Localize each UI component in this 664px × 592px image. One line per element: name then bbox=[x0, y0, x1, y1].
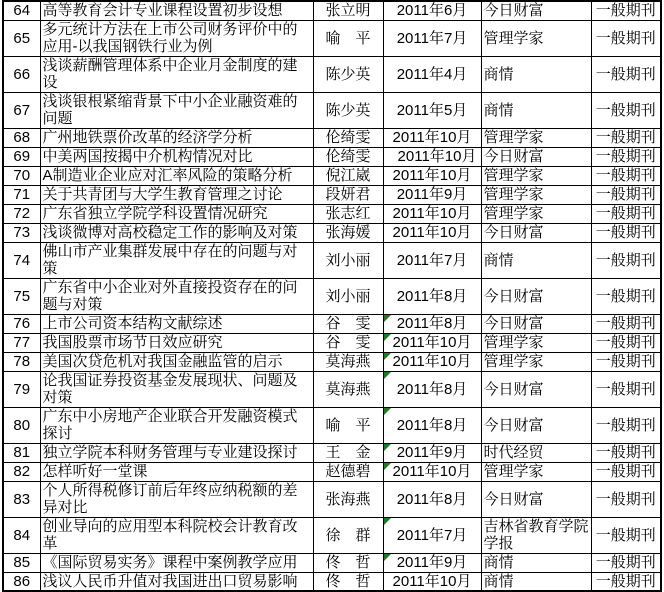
cell-error-marker-icon bbox=[384, 463, 391, 470]
date-cell[interactable] bbox=[383, 185, 481, 204]
row-number-cell[interactable]: 68 bbox=[3, 128, 40, 147]
type-cell[interactable]: 一般期刊 bbox=[591, 147, 661, 166]
date-cell[interactable] bbox=[383, 278, 481, 314]
row-number-cell[interactable]: 67 bbox=[3, 92, 40, 128]
author-cell[interactable]: 喻 平 bbox=[313, 407, 383, 443]
journal-cell[interactable]: 今日财富 bbox=[481, 371, 591, 407]
title-cell[interactable]: 创业导向的应用型本科院校会计教育改革 bbox=[40, 517, 313, 553]
date-text: 2011年9月 bbox=[396, 186, 468, 203]
date-cell[interactable] bbox=[383, 166, 481, 185]
date-cell[interactable] bbox=[383, 56, 481, 92]
row-number-cell[interactable]: 78 bbox=[3, 352, 40, 371]
type-cell[interactable]: 一般期刊 bbox=[591, 204, 661, 223]
date-text: 2011年10月 bbox=[392, 129, 472, 146]
type-cell[interactable]: 一般期刊 bbox=[591, 20, 661, 56]
cell-error-marker-icon bbox=[384, 334, 391, 341]
cell-error-marker-icon bbox=[384, 315, 391, 322]
row-number-cell[interactable]: 83 bbox=[3, 481, 40, 517]
author-cell[interactable]: 佟 哲 bbox=[313, 553, 383, 572]
table-row bbox=[3, 553, 661, 572]
row-number-cell[interactable]: 81 bbox=[3, 443, 40, 462]
journal-cell[interactable]: 管理学家 bbox=[481, 462, 591, 481]
cell-error-marker-icon bbox=[384, 518, 391, 525]
date-cell[interactable] bbox=[383, 443, 481, 462]
row-number-cell[interactable]: 82 bbox=[3, 462, 40, 481]
table-row bbox=[3, 1, 661, 20]
type-cell[interactable]: 一般期刊 bbox=[591, 572, 661, 591]
title-cell[interactable]: 广东省独立学院学科设置情况研究 bbox=[40, 204, 313, 223]
table-row bbox=[3, 56, 661, 92]
journal-cell[interactable]: 管理学家 bbox=[481, 204, 591, 223]
date-text: 2011年6月 bbox=[396, 2, 468, 20]
table-row bbox=[3, 278, 661, 314]
row-number-cell[interactable]: 65 bbox=[3, 20, 40, 56]
journal-cell[interactable]: 管理学家 bbox=[481, 333, 591, 352]
journal-cell[interactable]: 管理学家 bbox=[481, 352, 591, 371]
date-cell[interactable] bbox=[383, 333, 481, 352]
author-cell[interactable]: 赵德碧 bbox=[313, 462, 383, 481]
title-cell[interactable]: 浅谈微博对高校稳定工作的影响及对策 bbox=[40, 223, 313, 242]
journal-cell[interactable]: 管理学家 bbox=[481, 166, 591, 185]
type-cell[interactable]: 一般期刊 bbox=[591, 352, 661, 371]
date-text: 2011年10月 bbox=[392, 224, 472, 241]
author-cell[interactable]: 刘小丽 bbox=[313, 278, 383, 314]
title-cell[interactable]: 独立学院本科财务管理与专业建设探讨 bbox=[40, 443, 313, 462]
row-number-cell[interactable]: 64 bbox=[3, 1, 40, 20]
date-cell[interactable] bbox=[383, 517, 481, 553]
type-cell[interactable]: 一般期刊 bbox=[591, 407, 661, 443]
title-cell[interactable]: 论我国证券投资基金发展现状、问题及对策 bbox=[40, 371, 313, 407]
table-row bbox=[3, 481, 661, 517]
type-cell[interactable]: 一般期刊 bbox=[591, 278, 661, 314]
date-text: 2011年9月 bbox=[396, 554, 468, 571]
date-text: 2011年10月 bbox=[392, 572, 472, 590]
title-cell[interactable]: 上市公司资本结构文献综述 bbox=[40, 314, 313, 333]
author-cell[interactable]: 喻 平 bbox=[313, 20, 383, 56]
date-text: 2011年10月 bbox=[397, 148, 477, 165]
journal-cell[interactable]: 今日财富 bbox=[481, 223, 591, 242]
table-row bbox=[3, 572, 661, 591]
author-cell[interactable]: 陈少英 bbox=[313, 92, 383, 128]
title-cell[interactable]: A制造业企业应对汇率风险的策略分析 bbox=[40, 166, 313, 185]
title-cell[interactable]: 广州地铁票价改革的经济学分析 bbox=[40, 128, 313, 147]
journal-cell[interactable]: 商情 bbox=[481, 572, 591, 591]
spreadsheet-area bbox=[2, 0, 662, 592]
type-cell[interactable]: 一般期刊 bbox=[591, 553, 661, 572]
title-cell[interactable]: 个人所得税修订前后年终应纳税额的差异对比 bbox=[40, 481, 313, 517]
date-cell[interactable] bbox=[383, 147, 481, 166]
table-row bbox=[3, 128, 661, 147]
cell-error-marker-icon bbox=[384, 372, 391, 379]
table-row bbox=[3, 517, 661, 553]
journal-cell[interactable]: 管理学家 bbox=[481, 185, 591, 204]
date-cell[interactable] bbox=[383, 553, 481, 572]
author-cell[interactable]: 张海媛 bbox=[313, 223, 383, 242]
date-text: 2011年10月 bbox=[392, 167, 472, 184]
date-text: 2011年7月 bbox=[396, 526, 468, 544]
table-row bbox=[3, 147, 661, 166]
date-text: 2011年8月 bbox=[396, 315, 468, 332]
type-cell[interactable]: 一般期刊 bbox=[591, 223, 661, 242]
date-cell[interactable] bbox=[383, 462, 481, 481]
type-cell[interactable]: 一般期刊 bbox=[591, 242, 661, 278]
row-number-cell[interactable]: 66 bbox=[3, 56, 40, 92]
journal-cell[interactable]: 吉林省教育学院学报 bbox=[481, 517, 591, 553]
journal-cell[interactable]: 今日财富 bbox=[481, 407, 591, 443]
table-row bbox=[3, 92, 661, 128]
type-cell[interactable]: 一般期刊 bbox=[591, 462, 661, 481]
author-cell[interactable]: 莫海燕 bbox=[313, 352, 383, 371]
date-text: 2011年8月 bbox=[396, 416, 468, 434]
row-number-cell[interactable]: 75 bbox=[3, 278, 40, 314]
date-text: 2011年4月 bbox=[396, 65, 468, 83]
journal-cell[interactable]: 管理学家 bbox=[481, 20, 591, 56]
journal-cell[interactable]: 商情 bbox=[481, 56, 591, 92]
author-cell[interactable]: 张志红 bbox=[313, 204, 383, 223]
table-row bbox=[3, 352, 661, 371]
journal-cell[interactable]: 商情 bbox=[481, 92, 591, 128]
row-number-cell[interactable]: 76 bbox=[3, 314, 40, 333]
row-number-cell[interactable]: 77 bbox=[3, 333, 40, 352]
author-cell[interactable]: 刘小丽 bbox=[313, 242, 383, 278]
row-number-cell[interactable]: 86 bbox=[3, 572, 40, 591]
table-row bbox=[3, 443, 661, 462]
date-cell[interactable] bbox=[383, 352, 481, 371]
title-cell[interactable]: 高等教育会计专业课程设置初步设想 bbox=[40, 1, 313, 20]
date-cell[interactable] bbox=[383, 242, 481, 278]
type-cell[interactable]: 一般期刊 bbox=[591, 166, 661, 185]
journal-cell[interactable]: 管理学家 bbox=[481, 128, 591, 147]
title-cell[interactable]: 浅议人民币升值对我国进出口贸易影响 bbox=[40, 572, 313, 591]
date-text: 2011年10月 bbox=[392, 205, 472, 222]
publications-table bbox=[2, 0, 662, 592]
author-cell[interactable]: 王 金 bbox=[313, 443, 383, 462]
date-cell[interactable] bbox=[383, 204, 481, 223]
cell-error-marker-icon bbox=[384, 408, 391, 415]
title-cell[interactable]: 广东中小房地产企业联合开发融资模式探讨 bbox=[40, 407, 313, 443]
date-cell[interactable] bbox=[383, 371, 481, 407]
author-cell[interactable]: 陈少英 bbox=[313, 56, 383, 92]
table-row bbox=[3, 333, 661, 352]
date-cell[interactable] bbox=[383, 20, 481, 56]
type-cell[interactable]: 一般期刊 bbox=[591, 443, 661, 462]
title-cell[interactable]: 浅谈薪酬管理体系中企业月金制度的建设 bbox=[40, 56, 313, 92]
type-cell[interactable]: 一般期刊 bbox=[591, 128, 661, 147]
table-row bbox=[3, 242, 661, 278]
title-cell[interactable]: 关于共青团与大学生教育管理之讨论 bbox=[40, 185, 313, 204]
type-cell[interactable]: 一般期刊 bbox=[591, 314, 661, 333]
table-row bbox=[3, 204, 661, 223]
journal-cell[interactable]: 时代经贸 bbox=[481, 443, 591, 462]
type-cell[interactable]: 一般期刊 bbox=[591, 371, 661, 407]
title-cell[interactable]: 广东省中小企业对外直接投资存在的问题与对策 bbox=[40, 278, 313, 314]
journal-cell[interactable]: 今日财富 bbox=[481, 147, 591, 166]
title-cell[interactable]: 怎样听好一堂课 bbox=[40, 462, 313, 481]
table-row bbox=[3, 371, 661, 407]
author-cell[interactable]: 倪江崴 bbox=[313, 166, 383, 185]
author-cell[interactable]: 段妍君 bbox=[313, 185, 383, 204]
row-number-cell[interactable]: 69 bbox=[3, 147, 40, 166]
author-cell[interactable]: 谷 雯 bbox=[313, 314, 383, 333]
row-number-cell[interactable]: 80 bbox=[3, 407, 40, 443]
row-number-cell[interactable]: 70 bbox=[3, 166, 40, 185]
table-row bbox=[3, 314, 661, 333]
author-cell[interactable]: 佟 哲 bbox=[313, 572, 383, 591]
author-cell[interactable]: 张海燕 bbox=[313, 481, 383, 517]
date-cell[interactable] bbox=[383, 314, 481, 333]
date-cell[interactable] bbox=[383, 92, 481, 128]
type-cell[interactable]: 一般期刊 bbox=[591, 517, 661, 553]
title-cell[interactable]: 多元统计方法在上市公司财务评价中的应用-以我国钢铁行业为例 bbox=[40, 20, 313, 56]
date-text: 2011年10月 bbox=[392, 353, 472, 370]
date-text: 2011年8月 bbox=[396, 287, 468, 305]
date-text: 2011年10月 bbox=[392, 334, 472, 351]
journal-cell[interactable]: 商情 bbox=[481, 242, 591, 278]
type-cell[interactable]: 一般期刊 bbox=[591, 92, 661, 128]
title-cell[interactable]: 佛山市产业集群发展中存在的问题与对策 bbox=[40, 242, 313, 278]
table-row bbox=[3, 462, 661, 481]
row-number-cell[interactable]: 73 bbox=[3, 223, 40, 242]
row-number-cell[interactable]: 71 bbox=[3, 185, 40, 204]
author-cell[interactable]: 张立明 bbox=[313, 1, 383, 20]
table-row bbox=[3, 20, 661, 56]
table-row bbox=[3, 407, 661, 443]
author-cell[interactable]: 伦绮雯 bbox=[313, 147, 383, 166]
type-cell[interactable]: 一般期刊 bbox=[591, 56, 661, 92]
date-text: 2011年5月 bbox=[396, 101, 468, 119]
journal-cell[interactable]: 今日财富 bbox=[481, 314, 591, 333]
date-cell[interactable] bbox=[383, 481, 481, 517]
date-cell[interactable] bbox=[383, 223, 481, 242]
title-cell[interactable]: 美国次贷危机对我国金融监管的启示 bbox=[40, 352, 313, 371]
date-cell[interactable] bbox=[383, 1, 481, 20]
date-text: 2011年7月 bbox=[396, 251, 468, 269]
date-cell[interactable] bbox=[383, 128, 481, 147]
journal-cell[interactable]: 今日财富 bbox=[481, 1, 591, 20]
title-cell[interactable]: 中美两国按揭中介机构情况对比 bbox=[40, 147, 313, 166]
row-number-cell[interactable]: 74 bbox=[3, 242, 40, 278]
type-cell[interactable]: 一般期刊 bbox=[591, 481, 661, 517]
row-number-cell[interactable]: 72 bbox=[3, 204, 40, 223]
publications-table-body bbox=[3, 1, 661, 591]
author-cell[interactable]: 谷 雯 bbox=[313, 333, 383, 352]
title-cell[interactable]: 浅谈银根紧缩背景下中小企业融资难的问题 bbox=[40, 92, 313, 128]
table-row bbox=[3, 166, 661, 185]
author-cell[interactable]: 徐 群 bbox=[313, 517, 383, 553]
type-cell[interactable]: 一般期刊 bbox=[591, 1, 661, 20]
type-cell[interactable]: 一般期刊 bbox=[591, 185, 661, 204]
row-number-cell[interactable]: 84 bbox=[3, 517, 40, 553]
cell-error-marker-icon bbox=[384, 554, 391, 561]
date-text: 2011年8月 bbox=[396, 490, 468, 508]
type-cell[interactable]: 一般期刊 bbox=[591, 333, 661, 352]
cell-error-marker-icon bbox=[384, 353, 391, 360]
row-number-cell[interactable]: 79 bbox=[3, 371, 40, 407]
date-text: 2011年9月 bbox=[396, 444, 468, 461]
row-number-cell[interactable]: 85 bbox=[3, 553, 40, 572]
date-text: 2011年7月 bbox=[396, 29, 468, 47]
table-row bbox=[3, 185, 661, 204]
date-cell[interactable] bbox=[383, 407, 481, 443]
author-cell[interactable]: 莫海燕 bbox=[313, 371, 383, 407]
journal-cell[interactable]: 今日财富 bbox=[481, 278, 591, 314]
date-text: 2011年8月 bbox=[396, 380, 468, 398]
date-cell[interactable] bbox=[383, 572, 481, 591]
cell-error-marker-icon bbox=[384, 444, 391, 451]
journal-cell[interactable]: 今日财富 bbox=[481, 481, 591, 517]
journal-cell[interactable]: 商情 bbox=[481, 553, 591, 572]
date-text: 2011年10月 bbox=[392, 463, 472, 480]
title-cell[interactable]: 《国际贸易实务》课程中案例教学应用 bbox=[40, 553, 313, 572]
author-cell[interactable]: 伦绮雯 bbox=[313, 128, 383, 147]
table-row bbox=[3, 223, 661, 242]
title-cell[interactable]: 我国股票市场节日效应研究 bbox=[40, 333, 313, 352]
